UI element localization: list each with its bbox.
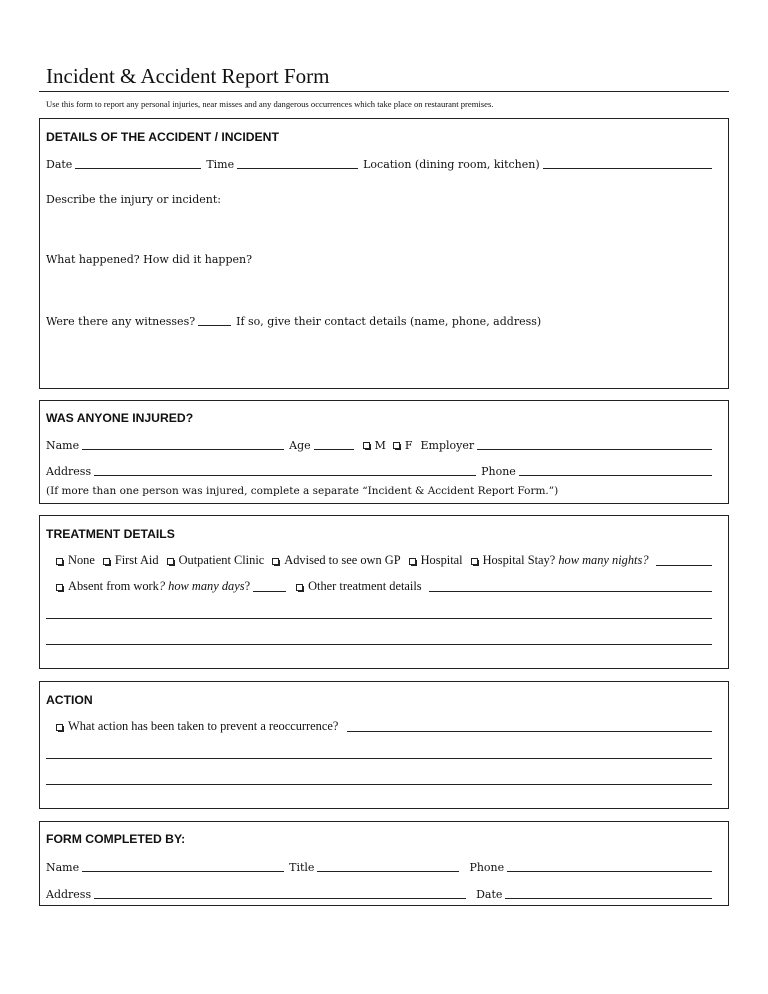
time-label: Time bbox=[206, 158, 235, 171]
writing-line[interactable] bbox=[46, 644, 712, 645]
checkbox[interactable] bbox=[471, 558, 478, 565]
date-time-location-row bbox=[46, 155, 712, 171]
witness-label: Were there any witnesses? bbox=[46, 315, 196, 328]
female-checkbox[interactable] bbox=[393, 442, 400, 449]
checkbox[interactable] bbox=[103, 558, 110, 565]
completed-name-row bbox=[46, 858, 712, 874]
checkbox[interactable] bbox=[56, 584, 63, 591]
option-hospital-stay[interactable] bbox=[471, 553, 649, 568]
injured-person-section bbox=[39, 400, 729, 504]
writing-line[interactable] bbox=[46, 618, 712, 619]
age-field[interactable] bbox=[314, 449, 354, 450]
treatment-options-row bbox=[56, 552, 712, 568]
checkbox[interactable] bbox=[56, 724, 63, 731]
writing-line[interactable] bbox=[46, 784, 712, 785]
days-field[interactable] bbox=[253, 591, 286, 592]
witness-row bbox=[46, 312, 712, 328]
option-outpatient-clinic[interactable] bbox=[167, 553, 265, 568]
absent-row bbox=[56, 578, 712, 594]
option-label: Other treatment details bbox=[308, 579, 422, 593]
address-label: Address bbox=[46, 465, 92, 478]
address-field[interactable] bbox=[94, 475, 476, 476]
days-suffix: ? bbox=[244, 579, 251, 593]
injured-address-row bbox=[46, 462, 712, 478]
option-label: First Aid bbox=[114, 553, 159, 567]
section-heading: WAS ANYONE INJURED? bbox=[46, 411, 194, 425]
option-other-treatment[interactable] bbox=[296, 579, 422, 594]
witness-contact-label: If so, give their contact details (name, phone, address) bbox=[236, 315, 542, 328]
section-heading: FORM COMPLETED BY: bbox=[46, 832, 186, 846]
section-heading: DETAILS OF THE ACCIDENT / INCIDENT bbox=[46, 130, 279, 144]
male-label: M bbox=[374, 439, 386, 452]
phone-label: Phone bbox=[481, 465, 516, 478]
action-field[interactable] bbox=[347, 731, 712, 732]
option-none[interactable] bbox=[56, 553, 95, 568]
accident-details-section bbox=[39, 118, 729, 389]
what-happened-label: What happened? How did it happen? bbox=[46, 253, 253, 266]
option-absent[interactable] bbox=[56, 579, 250, 594]
writing-line[interactable] bbox=[46, 758, 712, 759]
name-field[interactable] bbox=[82, 449, 284, 450]
title-divider bbox=[39, 91, 729, 92]
checkbox[interactable] bbox=[409, 558, 416, 565]
nights-field[interactable] bbox=[656, 565, 712, 566]
checkbox[interactable] bbox=[167, 558, 174, 565]
option-label: Hospital bbox=[420, 553, 463, 567]
option-label: Hospital Stay? bbox=[482, 553, 556, 567]
option-label: What action has been taken to prevent a reoccurrence? bbox=[68, 719, 339, 733]
section-heading: TREATMENT DETAILS bbox=[46, 527, 175, 541]
male-checkbox[interactable] bbox=[363, 442, 370, 449]
injured-name-row bbox=[46, 436, 712, 452]
option-label: None bbox=[68, 553, 95, 567]
describe-injury-label: Describe the injury or incident: bbox=[46, 193, 221, 206]
phone-label: Phone bbox=[469, 861, 505, 874]
checkbox[interactable] bbox=[272, 558, 279, 565]
employer-label: Employer bbox=[420, 439, 475, 452]
address-field[interactable] bbox=[94, 898, 466, 899]
female-label: F bbox=[404, 439, 413, 452]
time-field[interactable] bbox=[237, 168, 358, 169]
address-label: Address bbox=[46, 888, 92, 901]
phone-field[interactable] bbox=[519, 475, 712, 476]
option-action-taken[interactable] bbox=[56, 719, 338, 734]
completed-by-section bbox=[39, 821, 729, 906]
form-instructions: Use this form to report any personal injuries, near misses and any dangerous occurrences which take place on restaurant premises. bbox=[46, 99, 494, 109]
title-field[interactable] bbox=[317, 871, 459, 872]
name-label: Name bbox=[46, 861, 80, 874]
option-first-aid[interactable] bbox=[103, 553, 159, 568]
name-field[interactable] bbox=[82, 871, 284, 872]
form-title: Incident & Accident Report Form bbox=[46, 64, 330, 88]
option-label: Outpatient Clinic bbox=[178, 553, 265, 567]
option-see-gp[interactable] bbox=[272, 553, 400, 568]
age-label: Age bbox=[289, 439, 311, 452]
treatment-section bbox=[39, 515, 729, 669]
employer-field[interactable] bbox=[477, 449, 712, 450]
multiple-injured-note: (If more than one person was injured, complete a separate “Incident & Accident Report Form.”) bbox=[46, 485, 559, 497]
days-label: ? how many days bbox=[158, 579, 245, 593]
other-treatment-field[interactable] bbox=[429, 591, 712, 592]
date-field[interactable] bbox=[505, 898, 712, 899]
title-label: Title bbox=[289, 861, 315, 874]
date-field[interactable] bbox=[75, 168, 201, 169]
location-label: Location (dining room, kitchen) bbox=[363, 158, 540, 171]
checkbox[interactable] bbox=[56, 558, 63, 565]
completed-address-row bbox=[46, 885, 712, 901]
phone-field[interactable] bbox=[507, 871, 712, 872]
section-heading: ACTION bbox=[46, 693, 93, 707]
nights-label: how many nights? bbox=[558, 553, 649, 567]
action-section bbox=[39, 681, 729, 809]
date-label: Date bbox=[476, 888, 503, 901]
location-field[interactable] bbox=[543, 168, 712, 169]
checkbox[interactable] bbox=[296, 584, 303, 591]
action-question-row bbox=[56, 718, 712, 734]
witness-field[interactable] bbox=[198, 325, 231, 326]
date-label: Date bbox=[46, 158, 73, 171]
option-label: Absent from work bbox=[68, 579, 159, 593]
option-label: Advised to see own GP bbox=[284, 553, 401, 567]
name-label: Name bbox=[46, 439, 80, 452]
option-hospital[interactable] bbox=[409, 553, 463, 568]
